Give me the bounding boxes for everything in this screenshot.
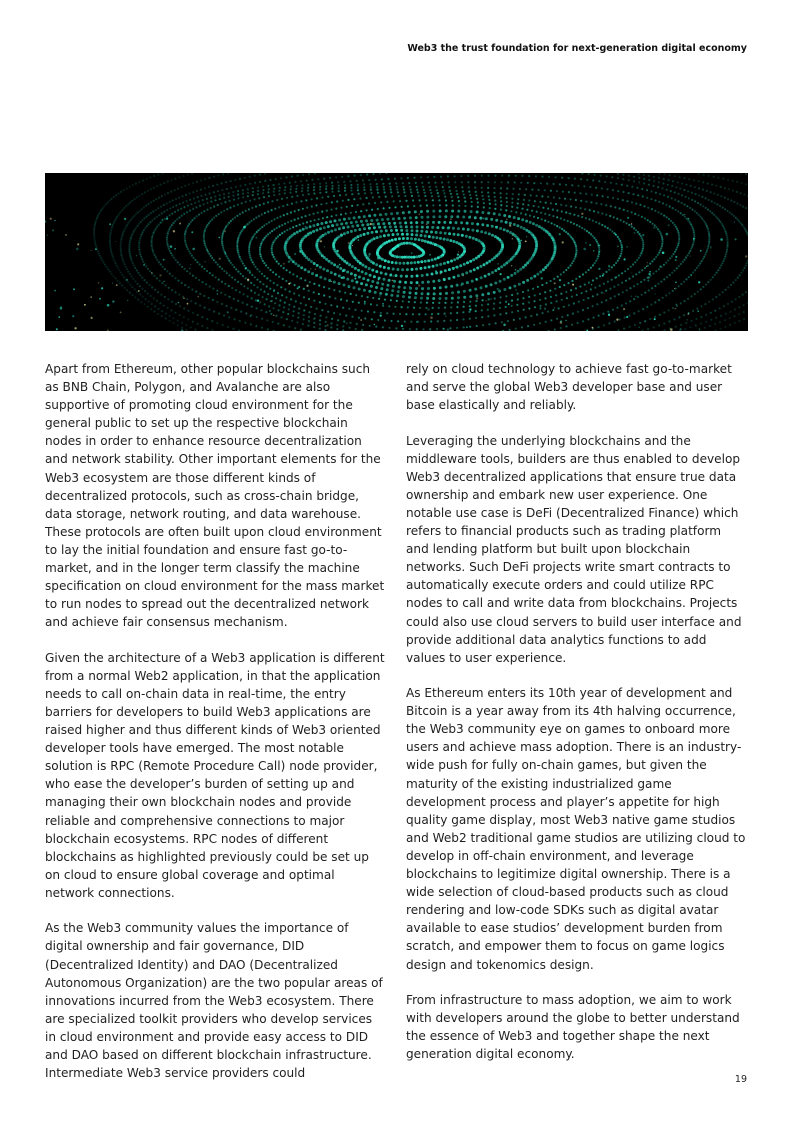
page-number: 19 xyxy=(734,1074,747,1085)
paragraph: Given the architecture of a Web3 application is different from a normal Web2 application, in that the application needs to call on-chain data in real-time, the entry barriers for developers to build Web3 applications are raised higher and thus different kinds of Web3 oriented developer tools have emerged. The most notable solution is RPC (Remote Procedure Call) node provider, who ease the developer’s burden of setting up and managing their own blockchain nodes and provide reliable and comprehensive connections to major blockchain ecosystems. RPC nodes of different blockchains as highlighted previously could be set up on cloud to ensure global coverage and optimal network connections. xyxy=(45,650,385,900)
dotted-wave-graphic xyxy=(45,173,748,331)
paragraph: rely on cloud technology to achieve fast go-to-market and serve the global Web3 developer base and user base elastically and reliably. xyxy=(406,362,732,413)
paragraph: As the Web3 community values the importance of digital ownership and fair governance, DID (Decentralized Identity) and DAO (Decentralized Autonomous Organization) are the two popular areas of innovations incurred from the Web3 ecosystem. There are specialized toolkit providers who develop services in cloud environment and provide easy access to DID and DAO based on different blockchain infrastructure. Intermediate Web3 service providers could xyxy=(45,921,383,1081)
running-header: Web3 the trust foundation for next-generation digital economy xyxy=(407,43,747,54)
hero-image xyxy=(45,173,748,331)
paragraph: Leveraging the underlying blockchains and the middleware tools, builders are thus enabled to develop Web3 decentralized applications that ensure true data ownership and embark new user experience. One notable use case is DeFi (Decentralized Finance) which refers to financial products such as trading platform and lending platform but built upon blockchain networks. Such DeFi projects write smart contracts to automatically execute orders and could utilize RPC nodes to call and write data from blockchains. Projects could also use cloud servers to build user interface and provide additional data analytics functions to add values to user experience. xyxy=(406,433,742,665)
paragraph: From infrastructure to mass adoption, we aim to work with developers around the globe to better understand the essence of Web3 and together shape the next generation digital economy. xyxy=(406,992,740,1062)
right-column xyxy=(406,360,746,1081)
left-column xyxy=(45,360,385,1099)
paragraph: Apart from Ethereum, other popular blockchains such as BNB Chain, Polygon, and Avalanche are also supportive of promoting cloud environment for the general public to set up the respective blockchain nodes in order to enhance resource decentralization and network stability. Other important elements for the Web3 ecosystem are those different kinds of decentralized protocols, such as cross-chain bridge, data storage, network routing, and data warehouse. These protocols are often built upon cloud environment to lay the initial foundation and ensure fast go-to-market, and in the longer term classify the machine specification on cloud environment for the mass market to run nodes to spread out the decentralized network and achieve fair consensus mechanism. xyxy=(45,362,385,630)
paragraph: As Ethereum enters its 10th year of development and Bitcoin is a year away from its 4th halving occurrence, the Web3 community eye on games to onboard more users and achieve mass adoption. There is an industry-wide push for fully on-chain games, but given the maturity of the existing industrialized game development process and player’s appetite for high quality game display, most Web3 native game studios and Web2 traditional game studios are utilizing cloud to develop in off-chain environment, and leverage blockchains to legitimize digital ownership. There is a wide selection of cloud-based products such as cloud rendering and low-code SDKs such as digital avatar available to ease studios’ development burden from scratch, and empower them to focus on game logics design and tokenomics design. xyxy=(406,686,746,972)
